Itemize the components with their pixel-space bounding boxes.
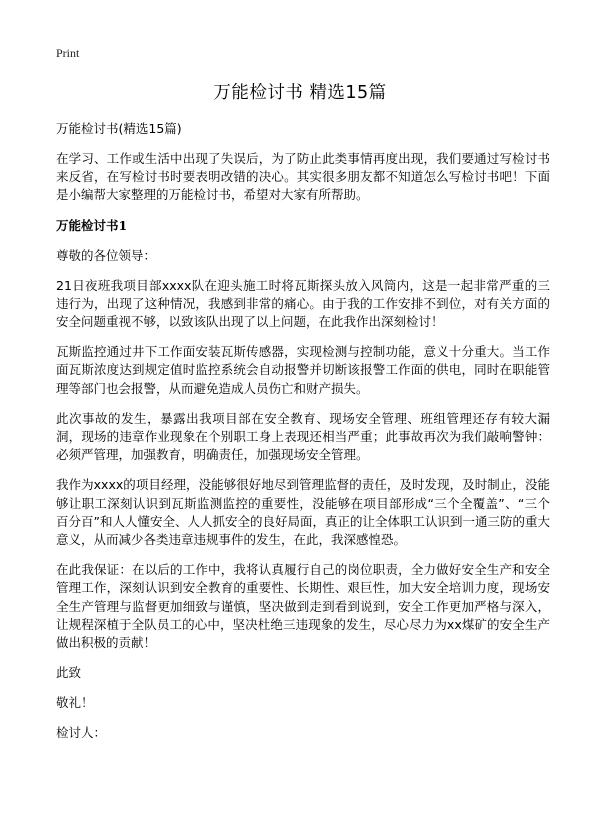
body-paragraph: 我作为xxxx的项目经理，没能够很好地尽到管理监督的责任，及时发现，及时制止，没能够让职工深刻认识到瓦斯监测监控的重要性，没能够在项目部形成“三个全覆盖”、“三个百分百”和人人懂安全、人人抓安全的良好局面，真正的让全体职工认识到一通三防的重大意义，从而减少各类违章违规事件的发生，在此，我深感惶恐。 [56, 477, 550, 548]
closing-salute: 敬礼！ [56, 695, 94, 711]
salutation: 尊敬的各位领导： [56, 247, 157, 263]
body-paragraph: 21日夜班我项目部xxxx队在迎头施工时将瓦斯探头放入风筒内，这是一起非常严重的三违行为，出现了这种情况，我感到非常的痛心。由于我的工作安排不到位，对有关方面的安全问题重视不够，以致该队出现了以上问题，在此我作出深刻检讨！ [56, 277, 550, 330]
body-paragraph: 在此我保证：在以后的工作中，我将认真履行自己的岗位职责，全力做好安全生产和安全管理工作，深刻认识到安全教育的重要性、长期性、艰巨性，加大安全培训力度，现场安全生产管理与监督更加细致与谨慎，坚决做到走到看到说到，安全工作更加严格与深入，让规程深植于全队员工的心中，坚决杜绝三违现象的发生，尽心尽力为xx煤矿的安全生产做出积极的贡献！ [56, 562, 550, 651]
closing-line: 此致 [56, 665, 82, 681]
body-paragraph: 此次事故的发生，暴露出我项目部在安全教育、现场安全管理、班组管理还存有较大漏洞，现场的违章作业现象在个别职工身上表现还相当严重；此事故再次为我们敲响警钟：必须严管理，加强教育，明确责任，加强现场安全管理。 [56, 410, 550, 463]
section-heading: 万能检讨书1 [56, 217, 128, 233]
print-link[interactable]: Print [56, 46, 80, 60]
page-title: 万能检讨书 精选15篇 [213, 83, 387, 103]
document-body [56, 120, 550, 754]
document-subtitle: 万能检讨书(精选15篇) [56, 121, 182, 136]
intro-paragraph: 在学习、工作或生活中出现了失误后，为了防止此类事情再度出现，我们要通过写检讨书来反省，在写检讨书时要表明改错的决心。其实很多朋友都不知道怎么写检讨书吧！下面是小编帮大家整理的万能检讨书，希望对大家有所帮助。 [56, 151, 550, 203]
signature-label: 检讨人： [56, 725, 107, 741]
body-paragraph: 瓦斯监控通过井下工作面安装瓦斯传感器，实现检测与控制功能，意义十分重大。当工作面瓦斯浓度达到规定值时监控系统会自动报警并切断该报警工作面的供电，同时在职能管理等部门也会报警，从而避免造成人员伤亡和财产损失。 [56, 344, 550, 396]
